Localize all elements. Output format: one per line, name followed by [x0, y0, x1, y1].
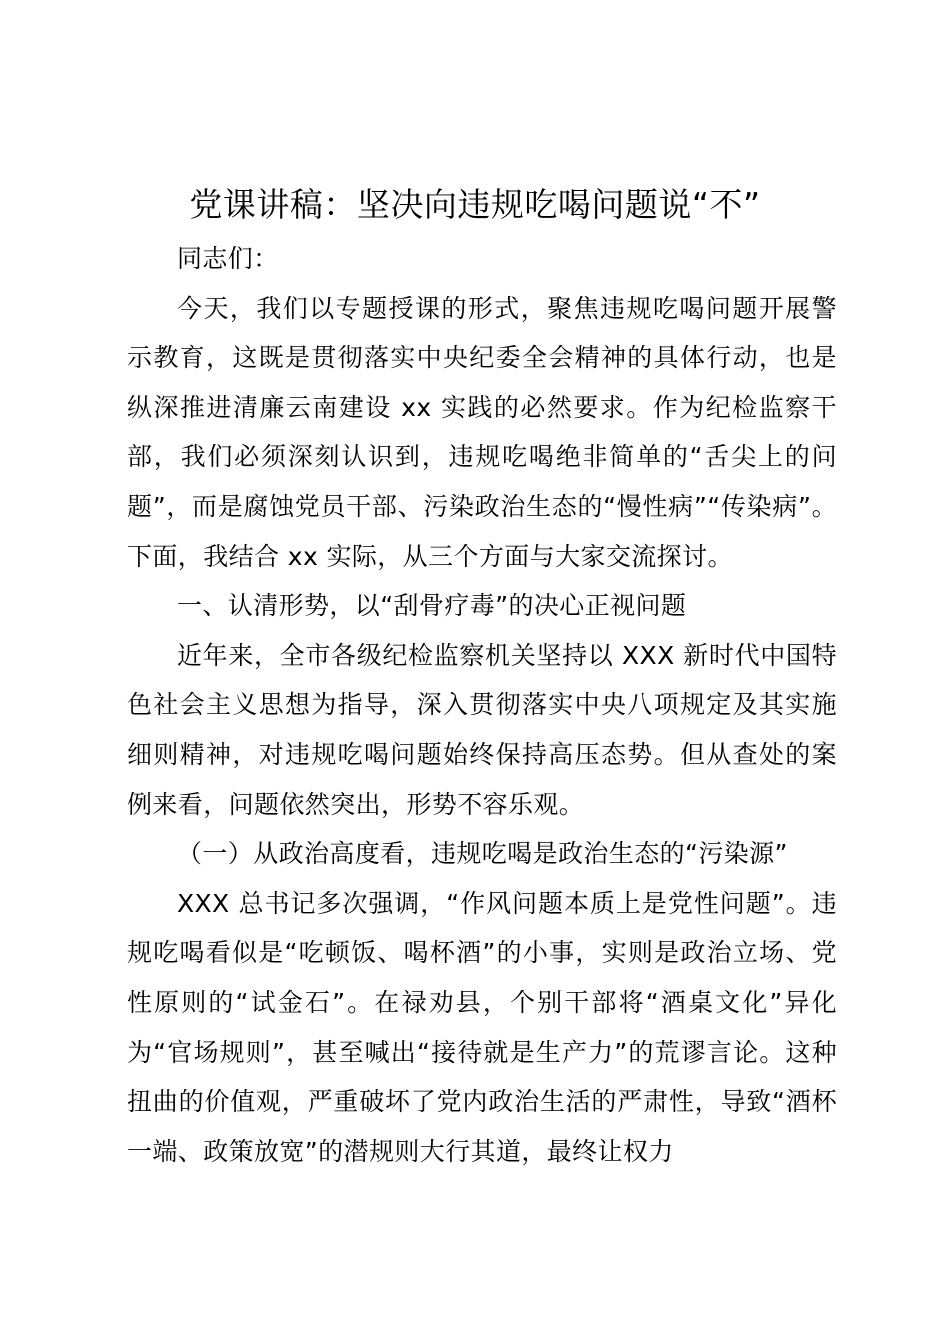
- section-heading-1: 一、认清形势，以“刮骨疗毒”的决心正视问题: [177, 591, 687, 621]
- document-title: 党课讲稿：坚决向违规吃喝问题说“不”: [189, 185, 761, 224]
- subsection-heading-1: （一）从政治高度看，违规吃喝是政治生态的“污染源”: [177, 839, 788, 869]
- paragraph-intro: 今天，我们以专题授课的形式，聚焦违规吃喝问题开展警示教育，这既是贯彻落实中央纪委全会精神的具体行动，也是纵深推进清廉云南建设 xx 实践的必然要求。作为纪检监察干部，我们必须深刻认识到，违规吃喝绝非简单的“舌尖上的问题”，而是腐蚀党员干部、污染政治生态的“慢性病”“传染病”。下面，我结合 xx 实际，从三个方面与大家交流探讨。: [127, 293, 837, 571]
- document-body: [127, 234, 837, 1176]
- paragraph-situation: 近年来，全市各级纪检监察机关坚持以 XXX 新时代中国特色社会主义思想为指导，深入贯彻落实中央八项规定及其实施细则精神，对违规吃喝问题始终保持高压态势。但从查处的案例来看，问题依然突出，形势不容乐观。: [127, 640, 837, 819]
- paragraph-political: XXX 总书记多次强调，“作风问题本质上是党性问题”。违规吃喝看似是“吃顿饭、喝杯酒”的小事，实则是政治立场、党性原则的“试金石”。在禄劝县，个别干部将“酒桌文化”异化为“官场规则”，甚至喊出“接待就是生产力”的荒谬言论。这种扭曲的价值观，严重破坏了党内政治生活的严肃性，导致“酒杯一端、政策放宽”的潜规则大行其道，最终让权力: [127, 888, 837, 1166]
- salutation: 同志们：: [177, 244, 279, 273]
